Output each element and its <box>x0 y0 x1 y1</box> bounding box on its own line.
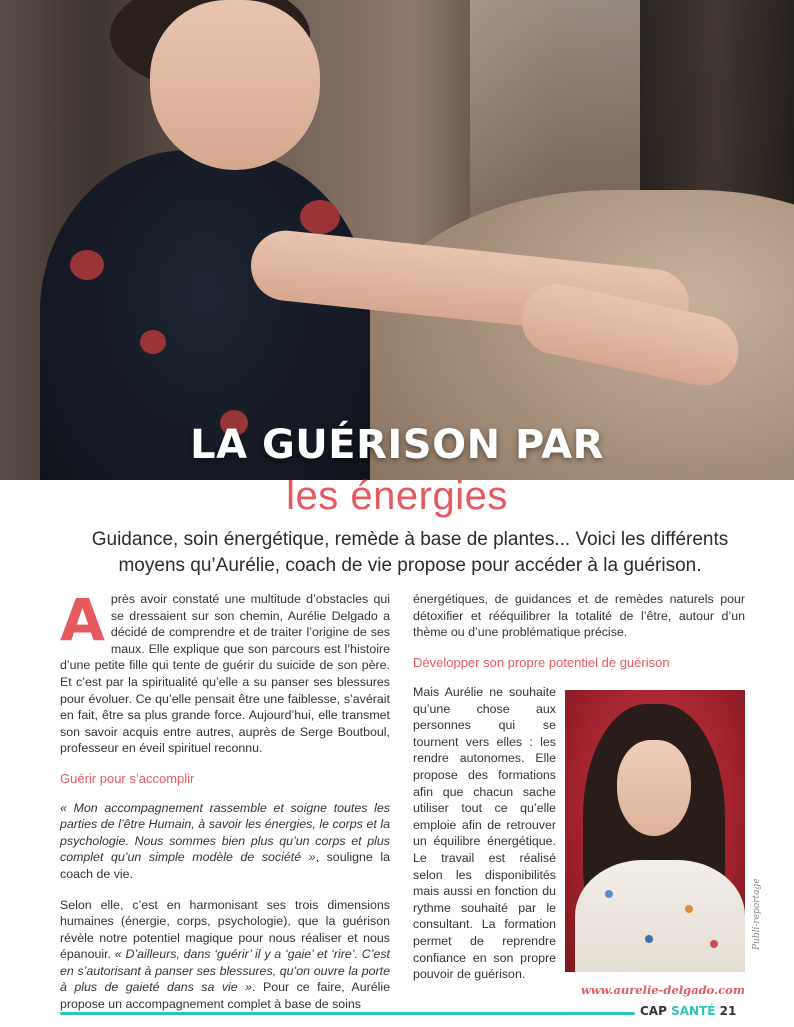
title-line1: LA GUÉRISON PAR <box>190 422 604 468</box>
website-link[interactable]: www.aurelie-delgado.com <box>580 983 745 997</box>
article-column-right-narrow <box>413 684 556 997</box>
paragraph-5: Mais Aurélie ne souhaite qu’une chose aux personnes qui se tournent vers elles : les rendre autonomes. Elle propose des formations afin que chacun sache utiliser tout ce qu’elle emploie afin de retrouver un équilibre énergétique. Le travail est réalisé selon les disponibilités mais aussi en fonction du rythme souhaité par le consultant. La formation permet de reprendre confiance en son propre pouvoir de guérison. <box>413 685 556 982</box>
paragraph-2 <box>60 800 390 883</box>
paragraph-1-text: près avoir constaté une multitude d’obstacles qui se dressaient sur son chemin, Aurélie Delgado a décidé de comprendre et de traiter l’origine de ses maux. Elle explique que son parcours est l’histoire d’une petite fille qui tente de guérir du suicide de son père. Et c’est par la spiritualité qu’elle a su panser ses blessures pour évoluer. Ce qu’elle pensait être une faiblesse, s’avérait en fait, être sa plus grande force. Aujourd’hui, elle transmet son savoir acquis entre autres, auprès de Serge Boutboul, professeur en éveil spirituel reconnu. <box>60 592 390 756</box>
magazine-name-cap: CAP <box>640 1004 667 1018</box>
footer-folio <box>640 1004 736 1018</box>
side-label: Publi-reportage <box>752 878 762 950</box>
title-line2: les énergies <box>286 474 508 518</box>
quote-2: « D’ailleurs, dans ‘guérir’ il y a ‘gaie’ et ‘rire’. C’est en s’autorisant à panser ses blessures, qu’on ouvre la porte à plus de gaieté dans sa vie » <box>60 947 390 995</box>
intro-text: Guidance, soin énergétique, remède à base de plantes... Voici les différents moyens qu’Aurélie, coach de vie propose pour accéder à la guérison. <box>91 529 729 576</box>
dress-flower <box>140 330 166 354</box>
paragraph-3-start: Selon elle, c’est en harmonisant ses trois dimensions humaines (énergie, corps, psychologie), que la guérison révèle notre potentiel magique pour nous réaliser et nous épanouir. <box>60 897 390 962</box>
shirt-print <box>605 890 613 898</box>
dress-flower <box>70 250 104 280</box>
quote-1: « Mon accompagnement rassemble et soigne toutes les parties de l’être Humain, à savoir les énergies, le corps et la psychologie. Nous sommes bien plus qu’un corps et plus complet qu’un simple modèle de société » <box>60 800 390 865</box>
portrait-photo <box>565 690 745 972</box>
subheading-developper: Développer son propre potentiel de guérison <box>413 654 670 670</box>
dress-flower <box>300 200 340 234</box>
portrait-shirt <box>575 860 745 972</box>
hero-photo <box>0 0 794 480</box>
article-column-left <box>60 586 391 1027</box>
paragraph-3 <box>60 897 390 1013</box>
shirt-print <box>710 940 718 948</box>
paragraph-4: énergétiques, de guidances et de remèdes naturels pour détoxifier et rééquilibrer la totalité de l’être, autour d’un thème ou d’une problématique précise. <box>413 592 745 640</box>
portrait-face <box>617 740 691 836</box>
article-column-right <box>413 591 745 683</box>
subheading-guerir: Guérir pour s’accomplir <box>60 770 195 786</box>
page-number: 21 <box>719 1004 737 1018</box>
footer-rule <box>60 1012 635 1015</box>
shirt-print <box>685 905 693 913</box>
magazine-name-sante: SANTÉ <box>671 1004 716 1018</box>
paragraph-1 <box>60 586 390 757</box>
paragraph-3-end: . Pour ce faire, Aurélie propose un accompagnement complet à base de soins <box>60 980 391 1012</box>
hero-face <box>150 0 320 170</box>
paragraph-2-tail: , souligne la coach de vie. <box>60 850 390 881</box>
drop-cap: A <box>60 586 105 654</box>
shirt-print <box>645 935 653 943</box>
